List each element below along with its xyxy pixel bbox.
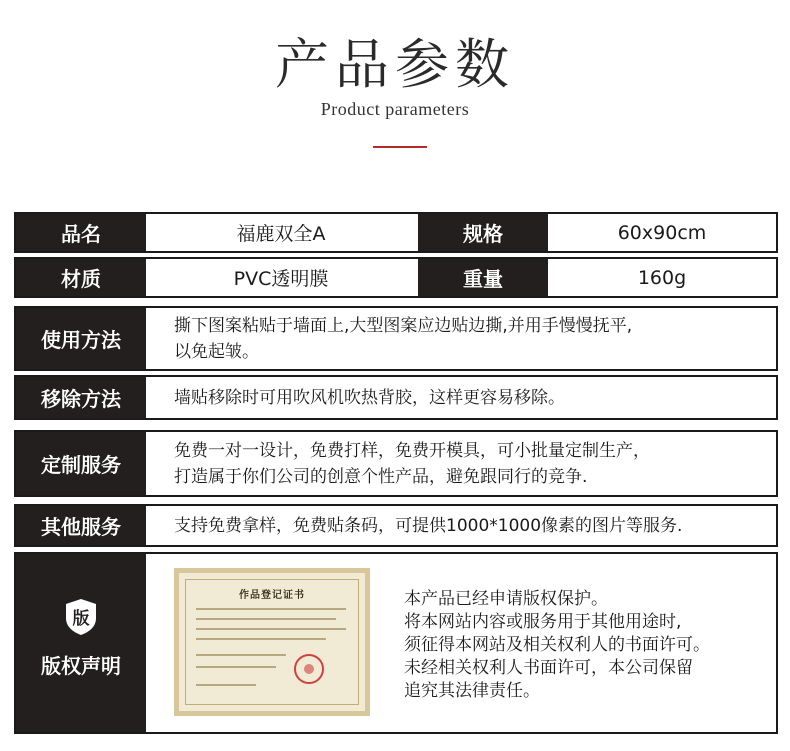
spec-row-material-weight [14,257,778,298]
removal-label: 移除方法 [16,377,146,418]
cert-line [196,608,346,610]
red-seal [294,654,324,684]
page-title: 产品参数 [275,33,515,96]
usage-row [14,306,778,371]
other-line: 支持免费拿样，免费贴条码，可提供1000*1000像素的图片等服务. [174,515,683,536]
material-value: PVC透明膜 [233,268,329,290]
removal-line: 墙贴移除时可用吹风机吹热背胶，这样更容易移除。 [174,387,565,408]
copyright-line-2: 将本网站内容或服务用于其他用途时, [404,612,682,632]
usage-label: 使用方法 [16,308,146,369]
certificate-title: 作品登记证书 [239,590,305,601]
removal-text [174,377,762,418]
removal-row [14,375,778,420]
cert-line [196,684,256,686]
copyright-line-5: 追究其法律责任。 [404,681,540,701]
custom-row [14,430,778,497]
weight-label: 重量 [418,259,548,296]
custom-text [174,432,762,495]
size-value: 60x90cm [617,221,707,244]
usage-line-1: 撕下图案粘贴于墙面上,大型图案应边贴边撕,并用手慢慢抚平, [174,315,633,336]
copyright-certificate-image [174,568,370,716]
custom-line-1: 免费一对一设计，免费打样，免费开模具，可小批量定制生产， [174,440,650,461]
copyright-label-block [16,554,146,732]
size-label: 规格 [418,214,548,251]
copyright-label: 版权声明 [41,654,121,678]
copyright-line-1: 本产品已经申请版权保护。 [404,589,608,609]
custom-line-2: 打造属于你们公司的创意个性产品，避免跟同行的竞争. [174,466,588,487]
accent-divider [373,146,427,148]
copyright-line-3: 须征得本网站及相关权利人的书面许可。 [404,635,710,655]
other-text [174,506,762,545]
spec-row-name-size [14,212,778,253]
cert-line [196,638,326,640]
badge-char: 版 [72,609,90,629]
other-label: 其他服务 [16,506,146,545]
weight-value: 160g [637,266,687,289]
copyright-text [404,588,710,703]
page-subtitle: Product parameters [320,99,470,119]
custom-label: 定制服务 [16,432,146,495]
cert-line [196,618,336,620]
copyright-row [14,552,778,734]
usage-text [174,308,762,369]
usage-line-2: 以免起皱。 [174,341,259,362]
cert-line [196,654,286,656]
cert-line [196,666,276,668]
material-label: 材质 [16,259,146,296]
copyright-line-4: 未经相关权利人书面许可，本公司保留 [404,658,693,678]
name-value: 福鹿双全A [236,223,326,245]
cert-line [196,628,346,630]
name-label: 品名 [16,214,146,251]
other-row [14,504,778,547]
